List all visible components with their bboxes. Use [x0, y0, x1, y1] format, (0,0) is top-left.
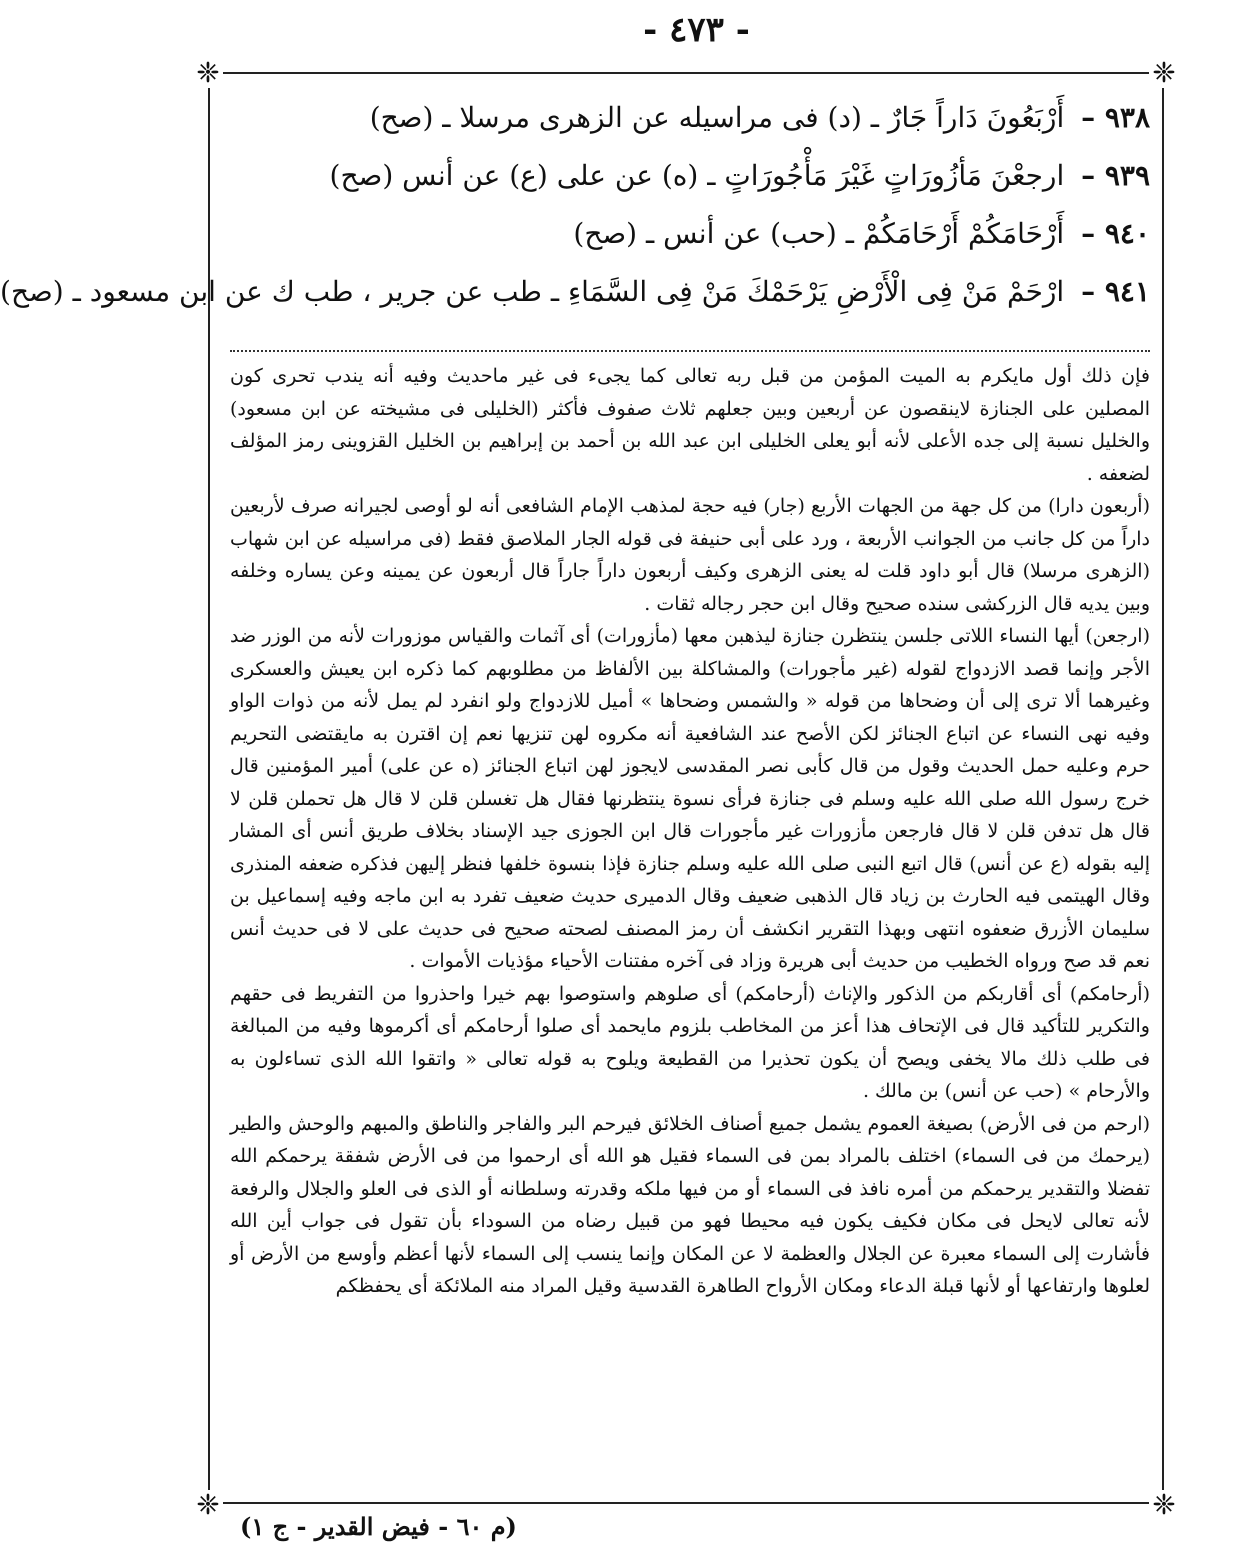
hadith-number: ٩٤٠ –	[1081, 217, 1150, 250]
hadith-number: ٩٤١ –	[1081, 275, 1150, 308]
commentary-paragraph: (ارجعن) أيها النساء اللاتى جلسن ينتظرن جنازة ليذهبن معها (مأزورات) أى آثمات والقياس موزورات لأنه من الوزر ضد الأجر وإنما قصد الازدواج لقوله (غير مأجورات) والمشاكلة بين الألفاظ من مطلوبهم كما ذكره ابن يعيش والعسكرى وغيرهما ألا ترى إلى أن وضحاها من قوله « والشمس وضحاها » أميل للازدواج ولو انفرد لم يمل لأنه من ذوات الواو وفيه نهى النساء عن اتباع الجنائز لكن الأصح عند الشافعية أنه مكروه لهن تنزيها نعم إن اقترن به مايقتضى التحريم حرم وعليه حمل الحديث وقول من قال كأبى نصر المقدسى لايجوز لهن اتباع الجنائز (ه عن على) أمير المؤمنين قال خرج رسول الله صلى الله عليه وسلم فى جنازة فرأى نسوة ينتظرنها فقال هل تغسلن قلن لا قال هل تحملن قلن لا قال هل تدفن قلن لا قال فارجعن مأزورات غير مأجورات قال ابن الجوزى جيد الإسناد بخلاف طريق أنس أى المشار إليه بقوله (ع عن أنس) قال اتبع النبى صلى الله عليه وسلم جنازة فإذا بنسوة خلفها فنظر إليهن فذكره ضعفه المنذرى وقال الهيتمى فيه الحارث بن زياد قال الذهبى ضعيف وقال الدميرى حديث ضعيف تفرد به ابن ماجه وفيه إسماعيل بن سليمان الأزرق ضعفوه انتهى وبهذا التقرير انكشف أن رمز المصنف لصحته صحيح فى حديث على لا فى حديث أنس نعم قد صح ورواه الخطيب من حديث أبى هريرة وزاد فى آخره مفتنات الأحياء مؤذيات الأموات .	[230, 625, 1150, 972]
hadith-text: ارجعْنَ مَأزُورَاتٍ غَيْرَ مَأْجُورَاتٍ ـ (ه) عن على (ع) عن أنس (صح)	[329, 159, 1065, 192]
hadith-list	[0, 90, 1150, 322]
footer-signature: (م ٦٠ - فيض القدير - ج ١)	[240, 1512, 517, 1541]
commentary-paragraph: (ارحم من فى الأرض) بصيغة العموم يشمل جميع أصناف الخلائق فيرحم البر والفاجر والناطق والمبهم والوحش والطير (يرحمك من فى السماء) اختلف بالمراد بمن فى السماء فقيل هو الله أى ارحموا من فى الأرض شفقة يرحمكم الله تفضلا والتقدير يرحمكم من أمره نافذ فى السماء أو من فيها ملكه وقدرته وسلطانه أو الذى فى العلو والجلال والرفعة لأنه تعالى لايحل فى مكان فكيف يكون فيه محيطا فهو من قبيل رضاه من السوداء بأن تقول فى جواب أين الله فأشارت إلى السماء معبرة عن الجلال والعظمة لا عن المكان وإنما ينسب إلى السماء لأنها أعظم وأوسع من الأرض أو لعلوها وارتفاعها أو لأنها قبلة الدعاء ومكان الأرواح الطاهرة القدسية وقيل المراد منه الملائكة أى يحفظكم	[230, 1112, 1150, 1297]
hadith-941	[0, 264, 1150, 322]
hadith-940	[230, 206, 1150, 264]
corner-ornament-icon: ❈	[1149, 58, 1179, 88]
hadith-938	[230, 90, 1150, 148]
commentary-paragraph: فإن ذلك أول مايكرم به الميت المؤمن من قبل ربه تعالى كما يجىء فى غير ماحديث وفيه أنه يندب تحرى كون المصلين على الجنازة لاينقصون عن أربعين وبين جعلهم ثلاث صفوف فأكثر (الخليلى فى مشيخته عن ابن مسعود) والخليل نسبة إلى جده الأعلى لأنه أبو يعلى الخليلى ابن عبد الله بن أحمد بن إبراهيم بن الخليل القزوينى رمز المؤلف لضعفه .	[230, 365, 1150, 485]
corner-ornament-icon: ❈	[1149, 1490, 1179, 1520]
corner-ornament-icon: ❈	[193, 58, 223, 88]
commentary-paragraph: (أربعون دارا) من كل جهة من الجهات الأربع (جار) فيه حجة لمذهب الإمام الشافعى أنه لو أوصى لجيرانه صرف لأربعين داراً من كل جانب من الجوانب الأربعة ، ورد على أبى حنيفة فى قوله الجار الملاصق فقط (فى مراسيله عن ابن شهاب (الزهرى مرسلا) قال أبو داود قلت له يعنى الزهرى وكيف أربعون داراً جاراً قال أربعون عن يمينه وعن يساره وخلفه وبين يديه قال الزركشى سنده صحيح وقال ابن حجر رجاله ثقات .	[230, 495, 1150, 615]
hadith-number: ٩٣٩ –	[1081, 159, 1150, 192]
dotted-separator	[230, 350, 1150, 352]
hadith-text: أَرْحَامَكُمْ أَرْحَامَكُمْ ـ (حب) عن أنس ـ (صح)	[573, 217, 1065, 250]
commentary-paragraph: (أرحامكم) أى أقاربكم من الذكور والإناث (أرحامكم) أى صلوهم واستوصوا بهم خيرا واحذروا من التفريط فى حقهم والتكرير للتأكيد قال فى الإتحاف هذا أعز من المخاطب بلزوم مايحمد أى صلوا أرحامكم أى أكرموها وفيه من المبالغة فى طلب ذلك مالا يخفى ويصح أن يكون تحذيرا من القطيعة ويلوح به قوله تعالى « واتقوا الله الذى تساءلون به والأرحام » (حب عن أنس) بن مالك .	[230, 982, 1150, 1102]
hadith-939	[230, 148, 1150, 206]
hadith-number: ٩٣٨ –	[1081, 101, 1150, 134]
corner-ornament-icon: ❈	[193, 1490, 223, 1520]
page-number: - ٤٧٣ -	[643, 10, 750, 50]
hadith-text: أَرْبَعُونَ دَاراً جَارٌ ـ (د) فى مراسيله عن الزهرى مرسلا ـ (صح)	[369, 101, 1065, 134]
hadith-text: ارْحَمْ مَنْ فِى الْأَرْضِ يَرْحَمْكَ مَنْ فِى السَّمَاءِ ـ طب عن جرير ، طب ك عن ابن مسعود ـ (صح)	[0, 275, 1065, 308]
commentary	[230, 360, 1150, 1490]
